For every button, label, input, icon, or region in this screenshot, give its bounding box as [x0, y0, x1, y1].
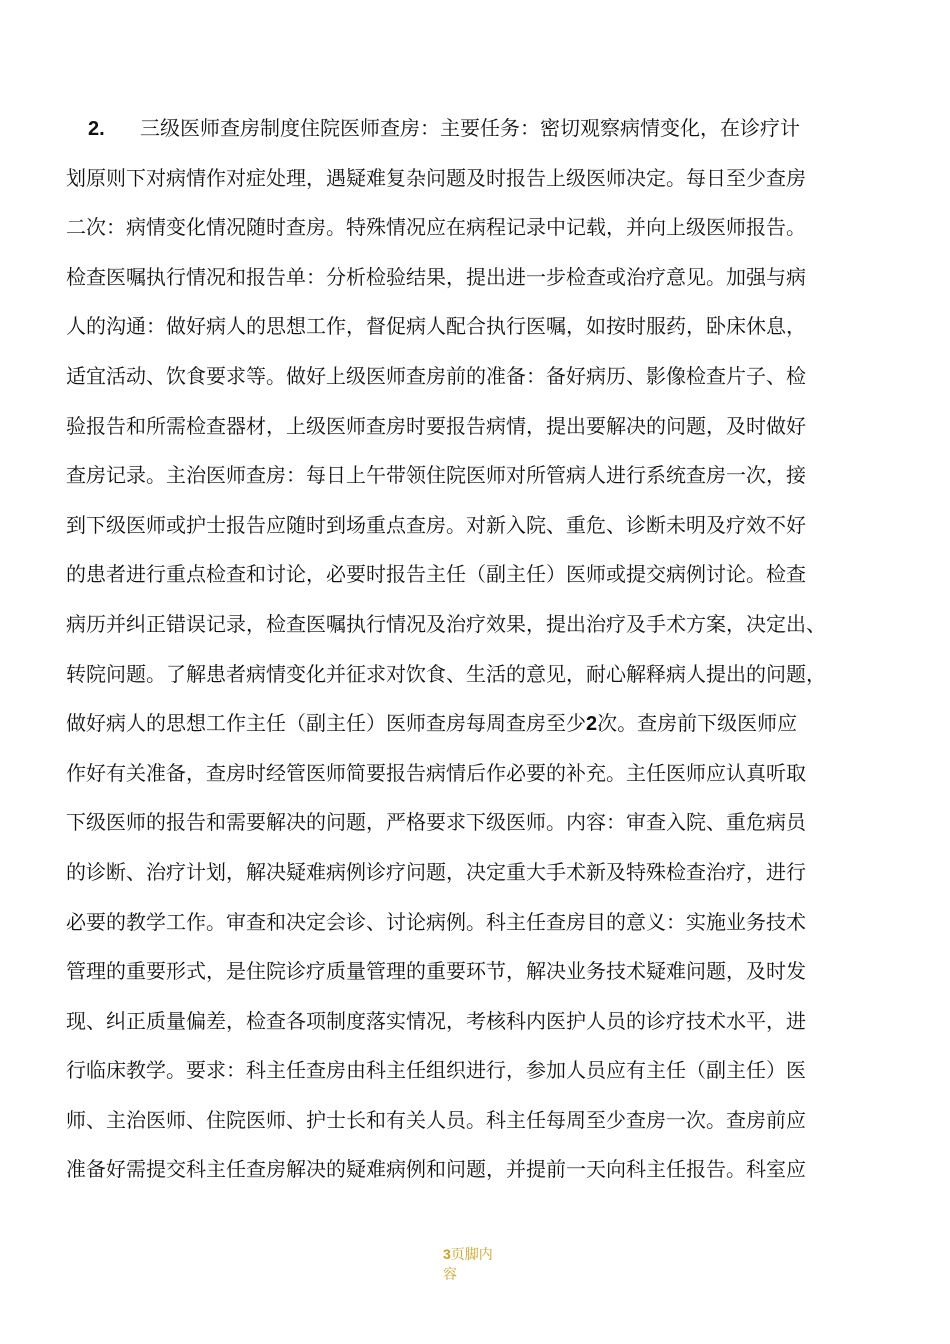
text-line: 病历并纠正错误记录，检查医嘱执行情况及治疗效果，提出治疗及手术方案，决定出、: [66, 611, 826, 636]
text-line: 下级医师的报告和需要解决的问题，严格要求下级医师。内容：审查入院、重危病员: [66, 810, 806, 835]
text-line: 查房记录。主治医师查房：每日上午带领住院医师对所管病人进行系统查房一次，接: [66, 463, 806, 488]
text-line: 做好病人的思想工作主任（副主任）医师查房每周查房至少2次。查房前下级医师应: [66, 711, 798, 736]
text-line: 2. 三级医师查房制度住院医师查房：主要任务：密切观察病情变化，在诊疗计: [66, 104, 906, 154]
text-line: 人的沟通：做好病人的思想工作，督促病人配合执行医嘱，如按时服药，卧床休息，: [66, 314, 806, 339]
page-number: 3: [443, 1246, 451, 1262]
text-line: 转院问题。了解患者病情变化并征求对饮食、生活的意见，耐心解释病人提出的问题，: [66, 661, 826, 686]
text-line: 适宜活动、饮食要求等。做好上级医师查房前的准备：备好病历、影像检查片子、检: [66, 363, 806, 388]
text-line: 管理的重要形式，是住院诊疗质量管理的重要环节，解决业务技术疑难问题，及时发: [66, 959, 806, 984]
footer-line: 容: [443, 1267, 457, 1283]
inline-number: 2: [586, 713, 598, 736]
text-line: 检查医嘱执行情况和报告单：分析检验结果，提出进一步检查或治疗意见。加强与病: [66, 264, 806, 289]
text-line: 到下级医师或护士报告应随时到场重点查房。对新入院、重危、诊断未明及疗效不好: [66, 512, 806, 537]
text-line: 验报告和所需检查器材，上级医师查房时要报告病情，提出要解决的问题，及时做好: [66, 413, 806, 438]
text-line: 的患者进行重点检查和讨论，必要时报告主任（副主任）医师或提交病例讨论。检查: [66, 562, 806, 587]
text-line: 划原则下对病情作对症处理，遇疑难复杂问题及时报告上级医师决定。每日至少查房: [66, 165, 806, 190]
text-line: 行临床教学。要求：科主任查房由科主任组织进行，参加人员应有主任（副主任）医: [66, 1058, 806, 1083]
body-paragraph: [66, 104, 906, 1195]
list-number: 2.: [88, 118, 105, 140]
text-line: 现、纠正质量偏差，检查各项制度落实情况，考核科内医护人员的诊疗技术水平，进: [66, 1008, 806, 1033]
page-footer: [443, 1244, 513, 1285]
text-line: 准备好需提交科主任查房解决的疑难病例和问题，并提前一天向科主任报告。科室应: [66, 1157, 806, 1182]
text-line: 作好有关准备，查房时经管医师简要报告病情后作必要的补充。主任医师应认真听取: [66, 760, 806, 785]
text-line: 师、主治医师、住院医师、护士长和有关人员。科主任每周至少查房一次。查房前应: [66, 1107, 806, 1132]
text-line: 的诊断、治疗计划，解决疑难病例诊疗问题，决定重大手术新及特殊检查治疗，进行: [66, 859, 806, 884]
text-line: 二次：病情变化情况随时查房。特殊情况应在病程记录中记载，并向上级医师报告。: [66, 215, 806, 240]
text-line: 必要的教学工作。审查和决定会诊、讨论病例。科主任查房目的意义：实施业务技术: [66, 909, 806, 934]
footer-line: 3页脚内: [443, 1246, 493, 1263]
